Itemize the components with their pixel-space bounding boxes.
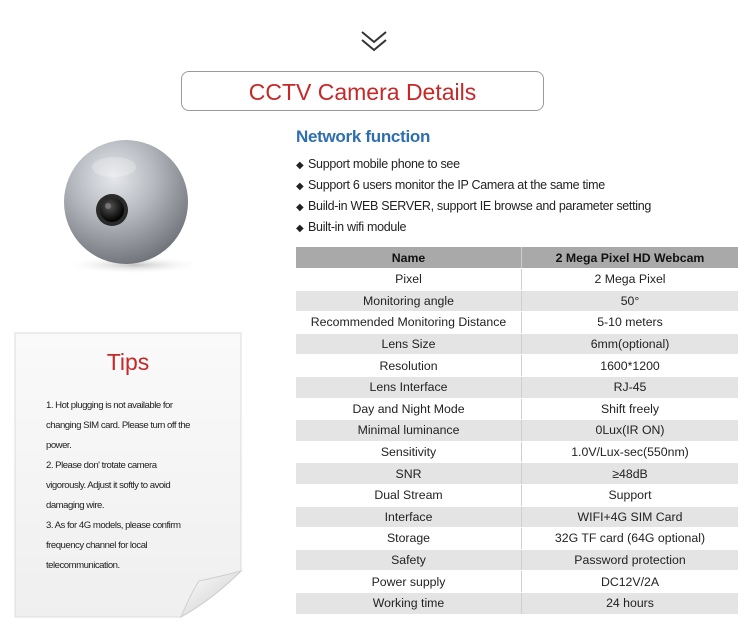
spec-name-cell: Power supply (296, 571, 522, 593)
spec-name-cell: Sensitivity (296, 441, 522, 463)
tips-line: telecommunication. (46, 560, 120, 571)
tips-line: 2. Please don' trotate camera (46, 460, 157, 471)
table-row (296, 549, 738, 571)
table-row (296, 398, 738, 420)
spec-header-name: Name (296, 247, 522, 269)
feature-item: ◆ Build-in WEB SERVER, support IE browse and parameter setting (296, 196, 651, 217)
table-row (296, 506, 738, 528)
table-row (296, 441, 738, 463)
table-row (296, 592, 738, 614)
spec-value-cell: 32G TF card (64G optional) (522, 528, 739, 550)
table-row (296, 355, 738, 377)
spec-value-cell: DC12V/2A (522, 571, 739, 593)
tips-line: damaging wire. (46, 500, 105, 511)
spec-name-cell: Resolution (296, 355, 522, 377)
network-function-title: Network function (296, 127, 431, 146)
camera-product-image (44, 132, 224, 282)
spec-value-cell: 5-10 meters (522, 312, 739, 334)
spec-value-cell: 6mm(optional) (522, 333, 739, 355)
spec-name-cell: Safety (296, 549, 522, 571)
spec-name-cell: SNR (296, 463, 522, 485)
bullet-icon: ◆ (296, 181, 304, 192)
bullet-icon: ◆ (296, 223, 304, 234)
spec-value-cell: Support (522, 484, 739, 506)
spec-name-cell: Day and Night Mode (296, 398, 522, 420)
spec-value-cell: 1.0V/Lux-sec(550nm) (522, 441, 739, 463)
table-row (296, 463, 738, 485)
spec-value-cell: 1600*1200 (522, 355, 739, 377)
table-row (296, 290, 738, 312)
spec-name-cell: Recommended Monitoring Distance (296, 312, 522, 334)
spec-value-cell: 2 Mega Pixel (522, 269, 739, 291)
spec-name-cell: Dual Stream (296, 484, 522, 506)
spec-name-cell: Minimal luminance (296, 420, 522, 442)
feature-item: ◆ Support 6 users monitor the IP Camera at the same time (296, 175, 651, 196)
spec-name-cell: Pixel (296, 269, 522, 291)
tips-line: 1. Hot plugging is not available for (46, 400, 173, 411)
table-row (296, 571, 738, 593)
spec-value-cell: 24 hours (522, 592, 739, 614)
table-row (296, 376, 738, 398)
spec-table-header (296, 247, 738, 269)
spec-name-cell: Working time (296, 592, 522, 614)
spec-value-cell: ≥48dB (522, 463, 739, 485)
spec-header-value: 2 Mega Pixel HD Webcam (522, 247, 739, 269)
spec-value-cell: 0Lux(IR ON) (522, 420, 739, 442)
bullet-icon: ◆ (296, 202, 304, 213)
spec-name-cell: Storage (296, 528, 522, 550)
table-row (296, 420, 738, 442)
tips-line: frequency channel for local (46, 540, 148, 551)
tips-line: changing SIM card. Please turn off the (46, 420, 191, 431)
table-row (296, 333, 738, 355)
spec-name-cell: Lens Interface (296, 376, 522, 398)
spec-value-cell: Shift freely (522, 398, 739, 420)
spec-value-cell: Password protection (522, 549, 739, 571)
spec-name-cell: Monitoring angle (296, 290, 522, 312)
bullet-icon: ◆ (296, 160, 304, 171)
tips-line: vigorously. Adjust it softly to avoid (46, 480, 171, 491)
tips-card (13, 331, 243, 619)
spec-name-cell: Lens Size (296, 333, 522, 355)
spec-value-cell: WIFI+4G SIM Card (522, 506, 739, 528)
table-row (296, 269, 738, 291)
feature-item: ◆ Built-in wifi module (296, 217, 651, 238)
table-row (296, 528, 738, 550)
tips-line: 3. As for 4G models, please confirm (46, 520, 181, 531)
table-row (296, 312, 738, 334)
table-row (296, 484, 738, 506)
network-feature-list (296, 154, 651, 238)
double-chevron-down-icon (360, 28, 388, 54)
spec-table (296, 247, 738, 615)
spec-name-cell: Interface (296, 506, 522, 528)
spec-value-cell: RJ-45 (522, 376, 739, 398)
page-title: CCTV Camera Details (181, 71, 544, 111)
tips-line: power. (46, 440, 72, 451)
spec-value-cell: 50° (522, 290, 739, 312)
tips-text (46, 396, 226, 576)
feature-item: ◆ Support mobile phone to see (296, 154, 651, 175)
tips-title: Tips (106, 349, 150, 375)
